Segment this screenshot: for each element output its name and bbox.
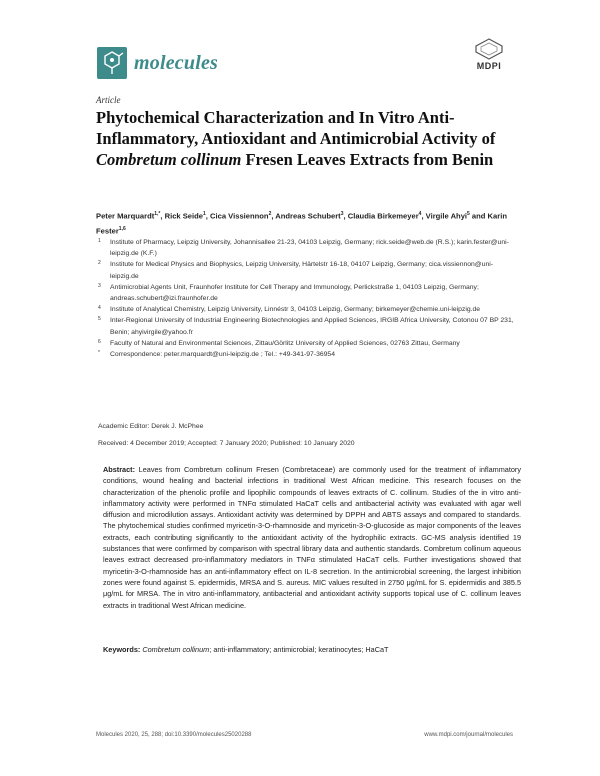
affiliation-number: 2: [98, 260, 101, 267]
author-affiliation-marker: 1,6: [118, 225, 126, 232]
author-name[interactable]: Rick Seide: [164, 211, 204, 221]
footer-url[interactable]: www.mdpi.com/journal/molecules: [424, 732, 513, 738]
abstract-label: Abstract:: [103, 465, 136, 474]
title-part-2: Fresen Leaves Extracts from Benin: [241, 150, 494, 169]
footer-citation: Molecules 2020, 25, 288; doi:10.3390/molecules25020288: [96, 732, 252, 738]
abstract-text: Leaves from Combretum collinum Fresen (Combretaceae) are commonly used for the treatment of inflammatory conditions, wound healing and bacterial infections in traditional West African medicine. This research focuses on the characterization of the phenolic profile and lipophilic compounds of leaves extracts of C. collinum. Studies of the in vitro anti-inflammatory activity were performed in TNFα stimulated HaCaT cells and antibacterial activity was evaluated with agar well diffusion and microdilution assays. Antioxidant activity was determined by DPPH and ABTS assays and compared to standards. The phytochemical studies confirmed myricetin-3-O-rhamnoside and myricetin-3-O-glucoside as major components of the leaves extracts, each contributing significantly to the antioxidant activity of the hydrophilic extracts. GC-MS analysis identified 19 substances that were confirmed by comparison with spectral library data and authentic standards. Combretum collinum aqueous leaves extract decreased pro-inflammatory mediators in TNFα stimulated HaCaT cells. Further investigations showed that myricetin-3-O-rhamnoside has an anti-inflammatory effect on IL-8 secretion. In the antimicrobial screening, the largest inhibition zones were found against S. epidermidis, MRSA and S. aureus. MIC values resulted in 2750 μg/mL for S. epidermidis and 385.5 μg/mL for MRSA. The in vitro anti-inflammatory, antibacterial and antioxidant activity supports topical use of C. collinum leaves extracts in traditional West African medicine.: [103, 465, 521, 610]
author-name[interactable]: Claudia Birkemeyer: [347, 211, 419, 221]
author-affiliation-marker: 1: [203, 211, 206, 217]
author-name[interactable]: Peter Marquardt: [96, 211, 155, 221]
abstract: [103, 464, 521, 611]
mdpi-logo-icon: [474, 38, 504, 60]
affiliation-number: *: [98, 350, 100, 357]
author-affiliation-marker: 3: [340, 211, 344, 217]
affiliation-text: Inter-Regional University of Industrial Engineering Biotechnologies and Applied Sciences, IRGIB Africa University, Cotonou 07 BP 231, Benin; ahyivirgile@yahoo.fr: [110, 317, 514, 336]
publisher-logo[interactable]: [467, 38, 511, 71]
keyword-species: Combretum collinum: [142, 645, 210, 654]
affiliation-number: 3: [98, 282, 101, 289]
publication-dates: Received: 4 December 2019; Accepted: 7 January 2020; Published: 10 January 2020: [98, 440, 355, 447]
author-affiliation-marker: 1,*: [154, 211, 161, 217]
author-name[interactable]: Cica Vissiennon: [210, 211, 269, 221]
affiliation-text: Institute for Medical Physics and Biophysics, Leipzig University, Härtelstr 16-18, 04107 Leipzig, Germany; cica.vissiennon@uni-leipzig.de: [110, 261, 494, 280]
affiliation-item: [98, 349, 518, 360]
title-species: Combretum collinum: [96, 150, 242, 169]
publisher-name: MDPI: [476, 61, 502, 71]
affiliation-number: 5: [98, 316, 101, 323]
article-type: Article: [96, 95, 121, 105]
keywords-label: Keywords:: [103, 645, 141, 654]
author-list: Peter Marquardt$^{1,*}$, Rick Seide$^1$, Cica Vissiennon$^2$, Andreas Schubert$^3$, Claudia Birkemeyer$^4$, Virgile Ahyi$^5$ and Karin Fester$^{1,6}$: [96, 211, 507, 236]
affiliation-item: [98, 259, 518, 281]
journal-logo[interactable]: [96, 45, 218, 81]
affiliation-text: Faculty of Natural and Environmental Sciences, Zittau/Görlitz University of Applied Sciences, 02763 Zittau, Germany: [110, 339, 460, 347]
affiliation-text: Institute of Analytical Chemistry, Leipzig University, Linnéstr 3, 04103 Leipzig, Germany; birkemeyer@chemie.uni-leipzig.de: [110, 306, 481, 314]
author-name[interactable]: Karin Fester: [96, 211, 507, 236]
article-title: [96, 107, 516, 170]
author-affiliation-marker: 5: [467, 211, 470, 217]
title-part-1: Phytochemical Characterization and In Vitro Anti-Inflammatory, Antioxidant and Antimicrobial Activity of: [96, 108, 496, 148]
journal-name: molecules: [134, 51, 219, 74]
affiliation-number: 1: [98, 238, 101, 244]
keywords: [103, 645, 521, 654]
keywords-rest: ; anti-inflammatory; antimicrobial; keratinocytes; HaCaT: [209, 645, 389, 654]
affiliation-list: [98, 237, 518, 360]
affiliation-text: Antimicrobial Agents Unit, Fraunhofer Institute for Cell Therapy and Immunology, Perlickstraße 1, 04103 Leipzig, Germany; andreas.schubert@izi.fraunhofer.de: [110, 283, 479, 303]
author-affiliation-marker: 4: [418, 211, 422, 217]
author-name[interactable]: Virgile Ahyi: [425, 211, 468, 221]
affiliation-text: Institute of Pharmacy, Leipzig University, Johannisallee 21-23, 04103 Leipzig, Germany; rick.seide@web.de (R.S.); karin.fester@uni-leipzig.de (K.F.): [110, 239, 509, 258]
author-affiliation-marker: 2: [268, 211, 272, 217]
affiliation-item: [98, 338, 518, 349]
molecules-logo-icon: [96, 46, 128, 80]
affiliation-item: [98, 304, 518, 315]
affiliation-item: [98, 237, 518, 259]
affiliation-number: 4: [98, 305, 101, 312]
academic-editor: Academic Editor: Derek J. McPhee: [98, 423, 204, 430]
affiliation-number: 6: [98, 338, 101, 345]
author-name[interactable]: Andreas Schubert: [275, 211, 341, 221]
affiliation-item: [98, 315, 518, 337]
affiliation-item: [98, 282, 518, 304]
affiliation-text: Correspondence: peter.marquardt@uni-leipzig.de ; Tel.: +49-341-97-36954: [110, 351, 335, 359]
